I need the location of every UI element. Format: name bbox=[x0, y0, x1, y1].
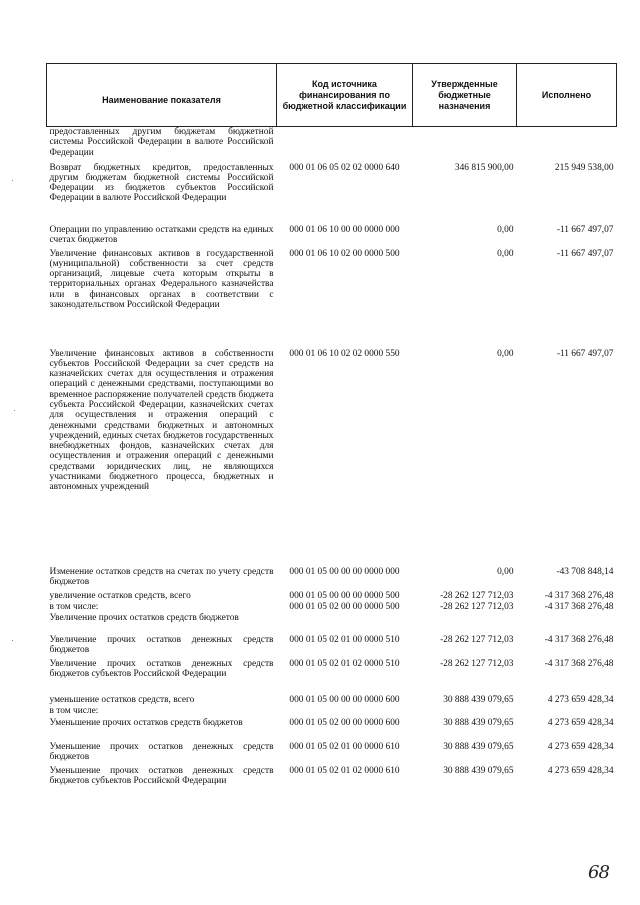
row-name: уменьшение остатков средств, всего bbox=[49, 695, 195, 706]
row-approved bbox=[413, 706, 517, 717]
row-code: 000 01 05 02 01 00 0000 510 bbox=[289, 635, 400, 646]
row-name: в том числе: bbox=[49, 706, 99, 717]
row-approved: 30 888 439 079,65 bbox=[443, 695, 514, 706]
row-executed: 4 273 659 428,34 bbox=[547, 717, 614, 728]
row-executed: -43 708 848,14 bbox=[556, 566, 614, 577]
budget-sources-table bbox=[46, 63, 617, 802]
row-executed bbox=[517, 706, 617, 717]
row-approved: -28 262 127 712,03 bbox=[440, 659, 514, 670]
row-name: Увеличение финансовых активов в собственности субъектов Российской Федерации за счет средств на казначейских счетах для осуществления и отражения операций с денежными средствами, поступающими во временное распоряжение получателей средств бюджета субъекта Российской Федерации, казначейских счетах для осуществления и отражения операций с денежными средствами бюджетных и автономных учреждений, единых счетах бюджетов государственных внебюджетных фондов, казначейских счетах для осуществления и отражения операций с денежными средствами юридических лиц, не являющихся участниками бюджетного процесса, бюджетных и автономных учреждений bbox=[49, 348, 274, 493]
header-approved: Утвержденные бюджетные назначения bbox=[413, 64, 517, 127]
row-name: Возврат бюджетных кредитов, предоставленных другим бюджетам бюджетной системы Российской Федерации из бюджетов субъектов Российской Федерации в валюте Российской Федерации bbox=[49, 162, 274, 204]
row-name: в том числе: bbox=[49, 601, 99, 612]
table-row bbox=[47, 718, 617, 742]
table-row bbox=[47, 249, 617, 349]
row-name: предоставленных другим бюджетам бюджетной системы Российской Федерации в валюте Российской Федерации bbox=[49, 127, 274, 158]
row-approved: 30 888 439 079,65 bbox=[443, 717, 514, 728]
header-indicator-name: Наименование показателя bbox=[47, 64, 277, 127]
row-executed: -11 667 497,07 bbox=[556, 224, 614, 235]
row-name: Увеличение прочих остатков денежных средств бюджетов bbox=[49, 635, 274, 656]
row-code: 000 01 06 05 02 02 0000 640 bbox=[289, 162, 400, 173]
row-name: Уменьшение прочих остатков средств бюджетов bbox=[49, 717, 243, 728]
row-code bbox=[277, 127, 413, 163]
header-source-code: Код источника финансирования по бюджетной классификации bbox=[277, 64, 413, 127]
table-row bbox=[47, 602, 617, 613]
row-code: 000 01 06 10 00 00 0000 000 bbox=[289, 224, 400, 235]
table-row bbox=[47, 706, 617, 717]
table-row bbox=[47, 635, 617, 659]
row-name: увеличение остатков средств, всего bbox=[49, 590, 191, 601]
row-code bbox=[277, 613, 413, 635]
row-executed: -4 317 368 276,48 bbox=[544, 601, 614, 612]
table-row bbox=[47, 613, 617, 635]
row-executed: 4 273 659 428,34 bbox=[547, 695, 614, 706]
row-executed: -11 667 497,07 bbox=[556, 248, 614, 259]
row-approved: 0,00 bbox=[497, 566, 514, 577]
row-code: 000 01 05 00 00 00 0000 000 bbox=[289, 566, 400, 577]
table-row bbox=[47, 225, 617, 249]
row-approved: -28 262 127 712,03 bbox=[440, 635, 514, 646]
row-approved: 0,00 bbox=[497, 248, 514, 259]
row-code: 000 01 05 02 00 00 0000 500 bbox=[289, 601, 400, 612]
row-name: Операции по управлению остатками средств на единых счетах бюджетов bbox=[49, 224, 274, 245]
row-executed: 4 273 659 428,34 bbox=[547, 765, 614, 776]
row-code: 000 01 05 02 01 02 0000 610 bbox=[289, 765, 400, 776]
row-code: 000 01 06 10 02 00 0000 500 bbox=[289, 248, 400, 259]
row-name: Уменьшение прочих остатков денежных средств бюджетов bbox=[49, 741, 274, 762]
row-executed: -4 317 368 276,48 bbox=[544, 590, 614, 601]
header-executed: Исполнено bbox=[517, 64, 617, 127]
page-number: 68 bbox=[588, 862, 609, 883]
row-approved: 0,00 bbox=[497, 224, 514, 235]
table-row bbox=[47, 742, 617, 766]
row-executed bbox=[517, 613, 617, 635]
row-executed bbox=[517, 127, 617, 163]
margin-dot bbox=[12, 640, 13, 641]
row-executed: 215 949 538,00 bbox=[554, 162, 614, 173]
margin-dot bbox=[12, 180, 13, 181]
table-row bbox=[47, 567, 617, 591]
row-approved: 30 888 439 079,65 bbox=[443, 765, 514, 776]
row-code: 000 01 05 02 01 02 0000 510 bbox=[289, 659, 400, 670]
row-approved: 30 888 439 079,65 bbox=[443, 741, 514, 752]
table-row bbox=[47, 659, 617, 695]
table-row bbox=[47, 591, 617, 602]
row-approved bbox=[413, 127, 517, 163]
table-row bbox=[47, 695, 617, 706]
row-code bbox=[277, 706, 413, 717]
row-code: 000 01 05 02 01 00 0000 610 bbox=[289, 741, 400, 752]
row-code: 000 01 05 00 00 00 0000 600 bbox=[289, 695, 400, 706]
row-code: 000 01 06 10 02 02 0000 550 bbox=[289, 348, 400, 359]
row-executed: -4 317 368 276,48 bbox=[544, 635, 614, 646]
row-executed: -4 317 368 276,48 bbox=[544, 659, 614, 670]
table-row bbox=[47, 349, 617, 567]
table-header-row bbox=[47, 64, 617, 127]
row-name: Уменьшение прочих остатков денежных средств бюджетов субъектов Российской Федерации bbox=[49, 765, 274, 786]
table-row bbox=[47, 766, 617, 802]
row-approved: 0,00 bbox=[497, 348, 514, 359]
row-executed: -11 667 497,07 bbox=[556, 348, 614, 359]
row-name: Увеличение прочих остатков средств бюджетов bbox=[49, 613, 239, 624]
row-name: Увеличение прочих остатков денежных средств бюджетов субъектов Российской Федерации bbox=[49, 659, 274, 680]
row-executed: 4 273 659 428,34 bbox=[547, 741, 614, 752]
row-name: Изменение остатков средств на счетах по учету средств бюджетов bbox=[49, 566, 274, 587]
row-code: 000 01 05 00 00 00 0000 500 bbox=[289, 590, 400, 601]
row-name: Увеличение финансовых активов в государственной (муниципальной) собственности за счет средств организаций, лицевые счета которым открыты в территориальных органах Федерального казначейства или в финансовых органах в соответствии с законодательством Российской Федерации bbox=[49, 248, 274, 310]
row-approved bbox=[413, 613, 517, 635]
row-approved: -28 262 127 712,03 bbox=[440, 590, 514, 601]
margin-dot bbox=[14, 410, 15, 411]
table-row bbox=[47, 163, 617, 225]
row-code: 000 01 05 02 00 00 0000 600 bbox=[289, 717, 400, 728]
table-row bbox=[47, 127, 617, 163]
row-approved: 346 815 900,00 bbox=[454, 162, 514, 173]
row-approved: -28 262 127 712,03 bbox=[440, 601, 514, 612]
